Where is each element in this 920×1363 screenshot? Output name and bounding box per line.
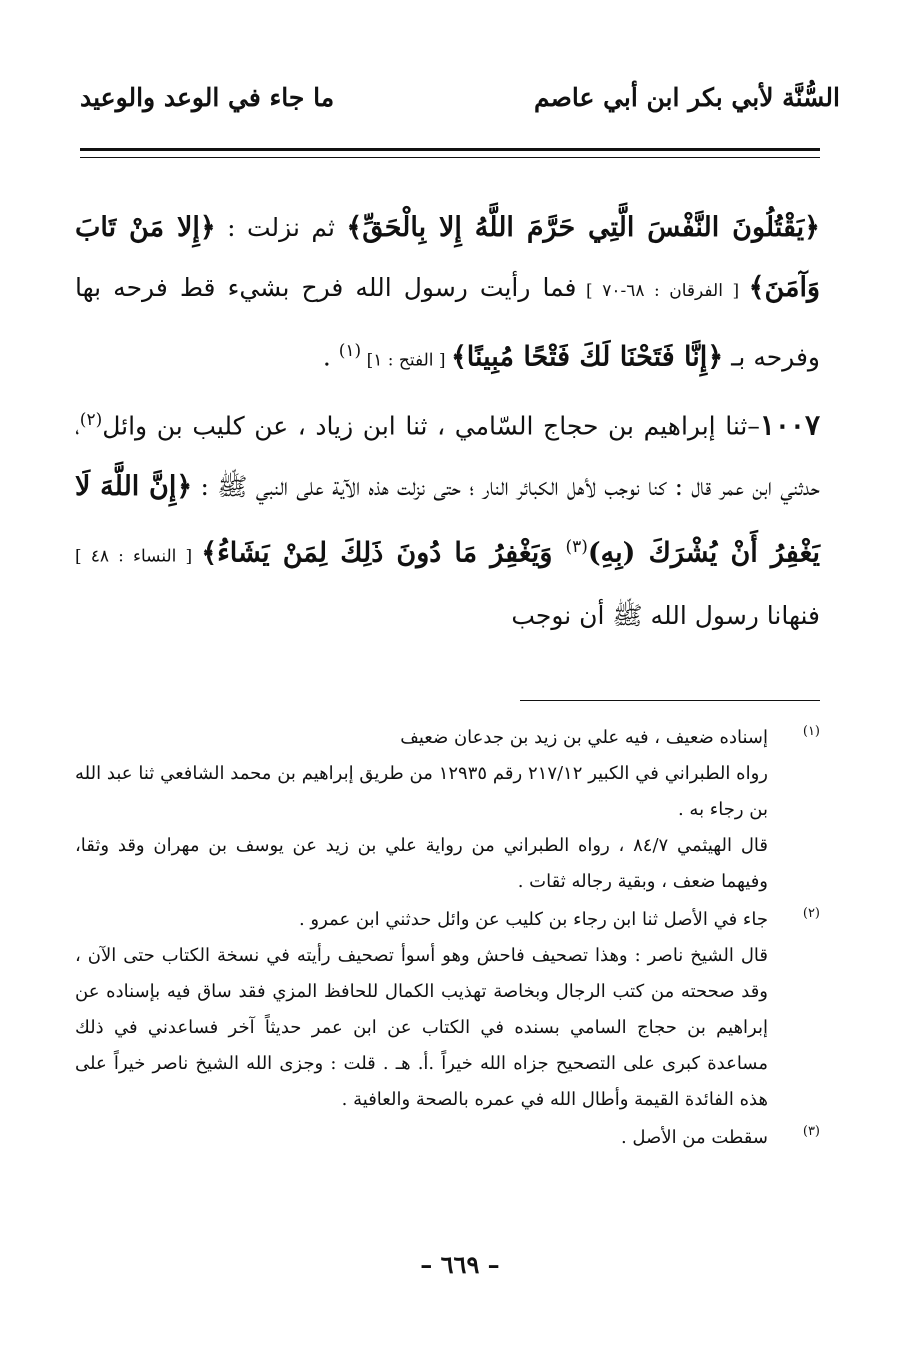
footnote-body — [75, 1120, 768, 1156]
footnote-line: إسناده ضعيف ، فيه علي بن زيد بن جدعان ضعيف — [400, 727, 768, 748]
quran-verse-2: إِلا مَنْ تَابَ وَآمَنَ — [75, 212, 820, 303]
paragraph-2 — [75, 390, 820, 646]
footnote-body — [75, 902, 768, 1118]
footnote-line: قال الشيخ ناصر : وهذا تصحيف فاحش وهو أسوأ تصحيف رأيته في نسخة الكتاب حتى الآن ، وقد صححته من كتب الرجال وبخاصة تهذيب الكمال للحافظ المزي فقد ساق فيه بإسناده عن إبراهيم بن حجاج السامي بسنده في الكتاب عن ابن عمر حديثاً آخر فساعدني في ذلك مساعدة كبرى على التصحيح جزاه الله خيراً .أ. هـ . قلت : وجزى الله الشيخ ناصر خيراً على هذه الفائدة القيمة وأطال الله في عمره بالصحة والعافية . — [75, 945, 768, 1110]
footnotes — [75, 720, 820, 1158]
text-segment: –ثنا إبراهيم بن حجاج السّامي ، ثنا ابن زياد ، عن كليب بن وائل — [102, 411, 760, 441]
quran-verse-4: إِنَّ اللَّهَ لَا يَغْفِرُ أَنْ يُشْرَكَ (بِهِ) — [75, 470, 820, 568]
quran-verse-5: وَيَغْفِرُ مَا دُونَ ذَلِكَ لِمَنْ يَشَاءُ — [217, 536, 566, 568]
footnote-3 — [75, 1120, 820, 1156]
footnote-number: (١) — [802, 724, 820, 739]
hadith-number: ١٠٠٧ — [759, 408, 820, 442]
footnote-number: (٣) — [802, 1124, 820, 1139]
footnote-2 — [75, 902, 820, 1118]
text-segment: ثم نزلت : — [215, 213, 347, 242]
quran-brace-open: ﴿ — [176, 470, 193, 502]
paragraph-1 — [75, 198, 820, 390]
footnote-number: (٢) — [802, 906, 820, 921]
text-segment: فنهانا رسول الله ﷺ أن نوجب — [511, 600, 820, 630]
chapter-title: ما جاء في الوعد والوعيد — [80, 82, 335, 112]
surah-reference: [ الفتح : ١] — [361, 350, 451, 371]
text-segment: فما رأيت رسول الله فرح بشيء قط فرحه بها وفرحه بـ — [75, 273, 820, 372]
footnote-1 — [75, 720, 820, 900]
quran-verse-1: يَقْتُلُونَ النَّفْسَ الَّتِي حَرَّمَ اللَّهُ إِلا بِالْحَقِّ — [362, 212, 805, 243]
running-header — [80, 72, 840, 122]
quran-brace-open: ﴿ — [804, 212, 820, 243]
quran-verse-3: إِنَّا فَتَحْنَا لَكَ فَتْحًا مُبِينًا — [466, 341, 708, 373]
header-rule-thick — [80, 148, 820, 151]
quran-brace-open: ﴿ — [707, 341, 724, 373]
header-rule-thin — [80, 157, 820, 158]
quran-brace-close: ﴾ — [201, 536, 218, 568]
footnote-line: جاء في الأصل ثنا ابن رجاء بن كليب عن وائل حدثني ابن عمرو . — [298, 909, 768, 930]
quran-brace-close: ﴾ — [346, 212, 363, 243]
footnote-marker: (١) — [338, 341, 362, 361]
footnote-line: قال الهيثمي ٨٤/٧ ، رواه الطبراني من رواية علي بن زيد عن يوسف بن مهران وقد وثقا، وفيهما ضعف ، وبقية رجاله ثقات . — [75, 835, 768, 892]
surah-reference: [ النساء : ٤٨ ] — [75, 545, 202, 566]
text-segment: ، حدثني ابن عمر قال : كنا نوجب لأهل الكبائر النار ؛ حتى نزلت هذه الآية على النبي ﷺ : — [75, 411, 820, 501]
footnote-separator — [520, 700, 820, 701]
surah-reference: [ الفرقان : ٦٨-٧٠ ] — [576, 281, 749, 301]
quran-brace-close: ﴾ — [450, 341, 467, 373]
quran-brace-open: ﴿ — [199, 212, 216, 243]
page-number: – ٦٦٩ – — [420, 1250, 500, 1279]
quran-brace-close: ﴾ — [748, 272, 765, 303]
footnote-marker: (٣) — [565, 536, 588, 557]
book-title: السُّنَّة لأبي بكر ابن أبي عاصم — [533, 82, 840, 112]
footnote-line: سقطت من الأصل . — [620, 1127, 768, 1148]
footnote-marker: (٢) — [79, 410, 103, 431]
footnote-line: رواه الطبراني في الكبير ٢١٧/١٢ رقم ١٢٩٣٥ من طريق إبراهيم بن محمد الشافعي ثنا عبد الله بن رجاء به . — [75, 763, 768, 820]
text-segment: . — [322, 342, 339, 372]
footnote-body — [75, 720, 768, 900]
main-text — [75, 198, 820, 646]
